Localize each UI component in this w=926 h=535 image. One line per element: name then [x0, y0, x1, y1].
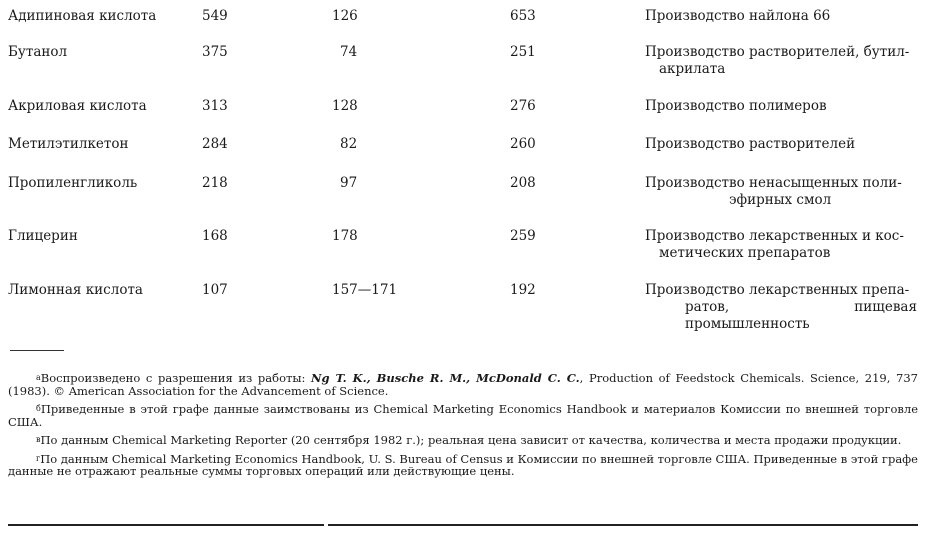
value-col-2: 97	[340, 175, 358, 191]
table-row	[0, 8, 926, 48]
value-col-2: 74	[340, 44, 358, 60]
usage-text	[645, 282, 917, 333]
chemical-name: Лимонная кислота	[8, 282, 143, 298]
footnote-mark: а	[36, 373, 41, 382]
footnote-text: , Production of Feedstock Chemicals. Science, 219, 737 (1983). © American Association for the Advancement of Science.	[8, 371, 918, 398]
value-col-3: 653	[510, 8, 536, 24]
chemical-name: Акриловая кислота	[8, 98, 147, 114]
value-col-1: 218	[202, 175, 228, 191]
chemical-name: Метилэтилкетон	[8, 136, 129, 152]
bottom-rule-right	[328, 524, 918, 526]
value-col-2: 157—171	[332, 282, 398, 298]
usage-line-2: ратов, пищевая промышленность	[685, 299, 917, 332]
table-row	[0, 282, 926, 332]
footnote-b	[8, 403, 918, 428]
chemical-name: Глицерин	[8, 228, 78, 244]
value-col-3: 260	[510, 136, 536, 152]
footnote-text: Воспроизведено с разрешения из работы:	[40, 371, 306, 385]
usage-text	[645, 8, 917, 25]
footnote-mark: б	[36, 404, 41, 413]
value-col-3: 192	[510, 282, 536, 298]
usage-line-1: Производство полимеров	[645, 98, 827, 114]
value-col-1: 549	[202, 8, 228, 24]
usage-line-1: Производство ненасыщенных поли-	[645, 175, 902, 191]
table-row	[0, 98, 926, 138]
footnote-mark: г	[36, 453, 41, 463]
footnote-text: По данным Chemical Marketing Economics Handbook, U. S. Bureau of Census и Комиссии по внешней торговле США. Приведенные в этой графе данные не отражают реальные суммы торговых операций или действующие цены.	[8, 451, 918, 478]
value-col-3: 276	[510, 98, 536, 114]
usage-line-1: Производство найлона 66	[645, 8, 831, 24]
bottom-rule-left	[8, 524, 324, 526]
usage-line-2: эфирных смол	[729, 192, 832, 208]
value-col-2: 126	[332, 8, 358, 24]
value-col-3: 251	[510, 44, 536, 60]
value-col-3: 208	[510, 175, 536, 191]
footnote-text: Приведенные в этой графе данные заимствованы из Chemical Marketing Economics Handbook и материалов Комиссии по внешней торговле США.	[8, 402, 918, 429]
value-col-1: 313	[202, 98, 228, 114]
footnote-c	[8, 434, 918, 447]
usage-line-2: акрилата	[659, 61, 726, 77]
footnote-authors: Ng T. K., Busche R. M., McDonald C. C.	[311, 371, 580, 385]
footnote-d	[8, 453, 918, 478]
usage-line-1: Производство растворителей, бутил-	[645, 44, 910, 60]
footnotes	[8, 372, 918, 484]
usage-line-1: Производство растворителей	[645, 136, 856, 152]
usage-text	[645, 136, 917, 153]
table-row	[0, 44, 926, 84]
chemical-name: Адипиновая кислота	[8, 8, 157, 24]
value-col-1: 168	[202, 228, 228, 244]
usage-text	[645, 228, 917, 262]
value-col-2: 128	[332, 98, 358, 114]
usage-line-2: метических препаратов	[659, 245, 831, 261]
footnote-divider	[10, 350, 64, 351]
table-row	[0, 175, 926, 215]
table-row	[0, 136, 926, 176]
value-col-2: 178	[332, 228, 358, 244]
usage-line-1: Производство лекарственных и кос-	[645, 228, 904, 244]
footnote-a	[8, 372, 918, 397]
usage-text	[645, 98, 917, 115]
usage-line-1: Производство лекарственных препа-	[645, 282, 910, 298]
value-col-1: 107	[202, 282, 228, 298]
table-row	[0, 228, 926, 268]
value-col-1: 284	[202, 136, 228, 152]
usage-text	[645, 175, 917, 209]
chemical-name: Пропиленгликоль	[8, 175, 138, 191]
footnote-mark: в	[36, 435, 41, 444]
value-col-1: 375	[202, 44, 228, 60]
usage-text	[645, 44, 917, 78]
value-col-2: 82	[340, 136, 358, 152]
footnote-text: По данным Chemical Marketing Reporter (20 сентября 1982 г.); реальная цена зависит от качества, количества и места продажи продукции.	[40, 433, 902, 447]
value-col-3: 259	[510, 228, 536, 244]
chemical-name: Бутанол	[8, 44, 68, 60]
